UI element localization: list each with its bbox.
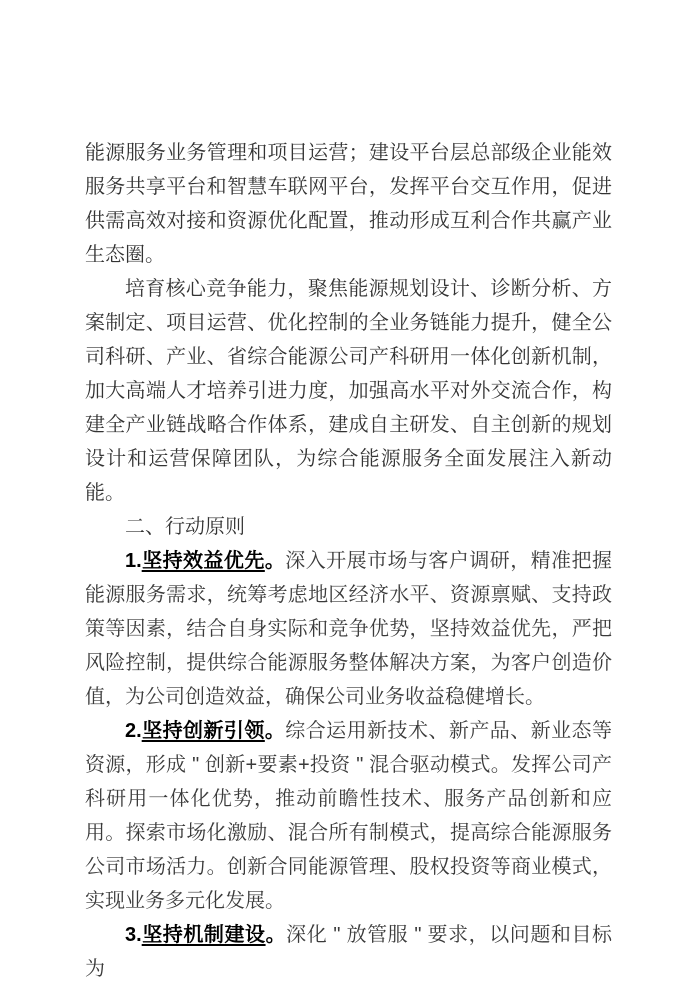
item-number: 1.	[125, 550, 142, 572]
item-number: 3.	[125, 924, 142, 946]
item-lead-phrase: 坚持效益优先	[141, 550, 265, 572]
item-lead-phrase: 坚持机制建设	[141, 924, 266, 946]
item-lead	[125, 720, 285, 742]
document-text-column	[85, 136, 612, 986]
section-heading: 二、行动原则	[125, 516, 245, 538]
item-lead-period: 。	[265, 924, 287, 946]
item-number: 2.	[125, 720, 142, 742]
paragraph-text: 深化 " 放管服 " 要求，以问题和目标为	[85, 924, 613, 980]
item-lead	[125, 550, 285, 572]
paragraph-text: 综合运用新技术、新产品、新业态等资源，形成 " 创新+要素+投资 " 混合驱动模式。发挥公司产科研用一体化优势，推动前瞻性技术、服务产品创新和应用。探索市场化激励、混合所有制模式，提高综合能源服务公司市场活力。创新合同能源管理、股权投资等商业模式，实现业务多元化发展。	[85, 720, 613, 912]
item-lead-period: 。	[264, 550, 286, 572]
paragraph-text: 深入开展市场与客户调研，精准把握能源服务需求，统筹考虑地区经济水平、资源禀赋、支持政策等因素，结合自身实际和竞争优势，坚持效益优先，严把风险控制，提供综合能源服务整体解决方案，为客户创造价值，为公司创造效益，确保公司业务收益稳健增长。	[85, 550, 613, 708]
paragraph: 能源服务业务管理和项目运营；建设平台层总部级企业能效服务共享平台和智慧车联网平台，发挥平台交互作用，促进供需高效对接和资源优化配置，推动形成互利合作共赢产业生态圈。	[85, 142, 612, 266]
item-lead	[125, 924, 286, 946]
paragraph: 培育核心竞争能力，聚焦能源规划设计、诊断分析、方案制定、项目运营、优化控制的全业务链能力提升，健全公司科研、产业、省综合能源公司产科研用一体化创新机制，加大高端人才培养引进力度，加强高水平对外交流合作，构建全产业链战略合作体系，建成自主研发、自主创新的规划设计和运营保障团队，为综合能源服务全面发展注入新动能。	[85, 278, 612, 504]
paragraph	[85, 918, 612, 986]
item-lead-period: 。	[264, 720, 286, 742]
item-lead-phrase: 坚持创新引领	[141, 720, 265, 742]
paragraph	[85, 544, 612, 714]
paragraph	[85, 714, 612, 918]
